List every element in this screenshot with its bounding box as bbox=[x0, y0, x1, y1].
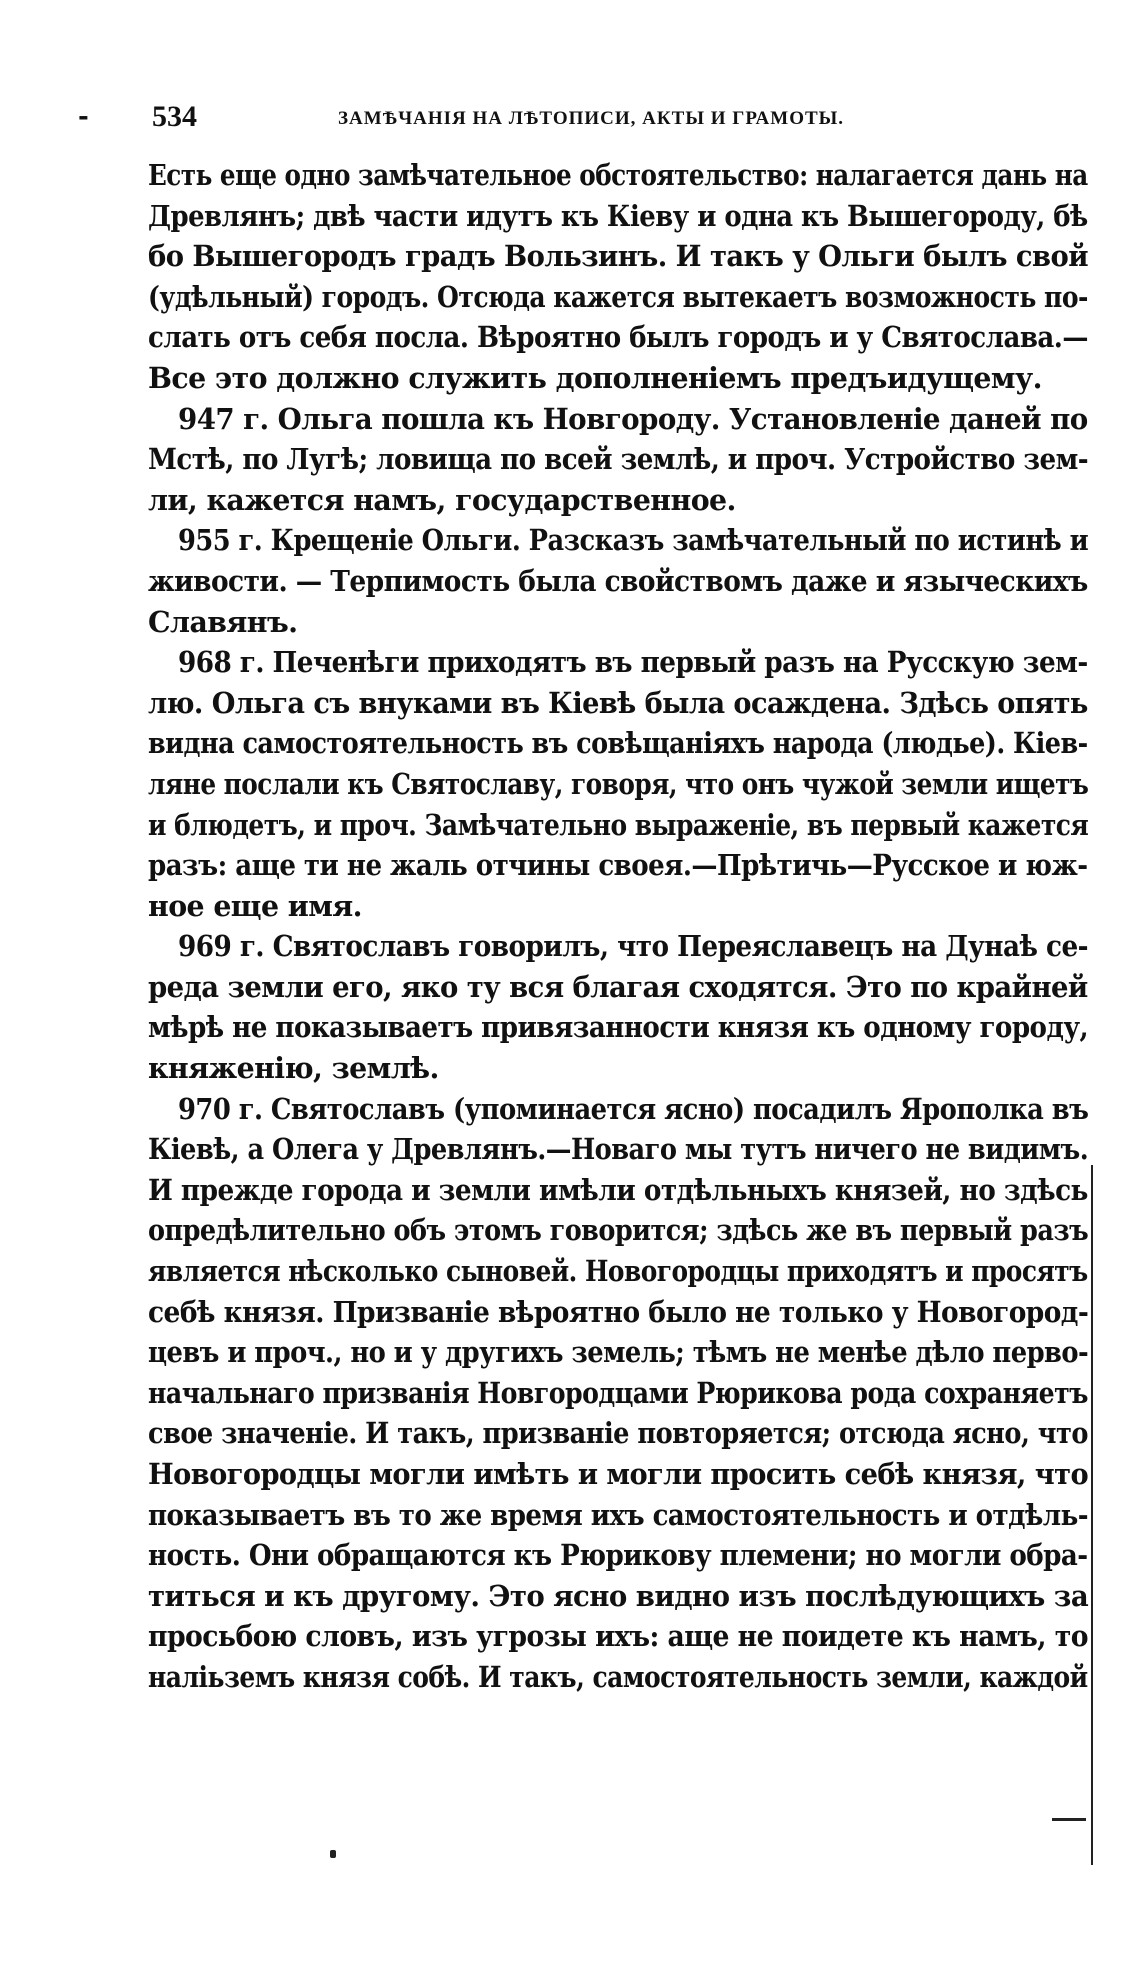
page-edge-rule bbox=[1091, 1165, 1093, 1865]
text-line: цевъ и проч., но и у другихъ земель; тѣмъ не менѣе дѣло перво- bbox=[148, 1335, 1089, 1370]
page-number: 534 bbox=[152, 100, 197, 133]
text-line: Все это должно служить дополненіемъ предъидущему. bbox=[148, 360, 1042, 395]
ink-speck bbox=[330, 1850, 336, 1858]
paragraph-start-969: 969 г. Святославъ говорилъ, что Переяславецъ на Дунаѣ се- bbox=[178, 929, 1089, 964]
text-line: ляне послали къ Святославу, говоря, что онъ чужой земли ищетъ bbox=[148, 766, 1089, 801]
page-header bbox=[148, 100, 988, 140]
text-line: свое значеніе. И такъ, призваніе повторяется; отсюда ясно, что bbox=[148, 1416, 1088, 1451]
text-line: начальнаго призванія Новгородцами Рюрикова рода сохраняетъ bbox=[148, 1375, 1089, 1410]
text-line: титься и къ другому. Это ясно видно изъ послѣдующихъ за bbox=[148, 1578, 1089, 1613]
text-line: наліьземъ князя собѣ. И такъ, самостоятельность земли, каждой bbox=[148, 1659, 1088, 1694]
running-title: ЗАМѢЧАНІЯ НА ЛѢТОПИСИ, АКТЫ И ГРАМОТЫ. bbox=[338, 108, 845, 129]
text-line: ное еще имя. bbox=[148, 888, 362, 923]
text-line: живости. — Терпимость была свойствомъ даже и языческихъ bbox=[148, 563, 1088, 598]
text-line: Новогородцы могли имѣть и могли просить себѣ князя, что bbox=[148, 1457, 1089, 1491]
text-line: бо Вышегородъ градъ Вользинъ. И такъ у Ольги былъ свой bbox=[148, 239, 1088, 274]
text-line: просьбою словъ, изъ угрозы ихъ: аще не поидете къ намъ, то bbox=[148, 1619, 1088, 1654]
text-line: и блюдетъ, и проч. Замѣчательно выраженіе, въ первый кажется bbox=[148, 807, 1089, 842]
text-line: слать отъ себя посла. Вѣроятно былъ городъ и у Святослава.— bbox=[148, 320, 1088, 355]
margin-mark: - bbox=[78, 102, 89, 132]
text-line: реда земли его, яко ту вся благая сходятся. Это по крайней bbox=[148, 969, 1088, 1004]
paragraph-start-968: 968 г. Печенѣги приходятъ въ первый разъ на Русскую зем- bbox=[178, 645, 1088, 680]
text-line: Есть еще одно замѣчательное обстоятельство: налагается дань на bbox=[148, 158, 1088, 192]
text-line: мѣрѣ не показываетъ привязанности князя къ одному городу, bbox=[148, 1010, 1089, 1045]
text-line: опредѣлительно объ этомъ говорится; здѣсь же въ первый разъ bbox=[148, 1213, 1089, 1248]
text-line: Древлянъ; двѣ части идутъ къ Кіеву и одна къ Вышегороду, бѣ bbox=[148, 198, 1088, 233]
text-line: себѣ князя. Призваніе вѣроятно было не только у Новогород- bbox=[148, 1294, 1089, 1329]
paragraph-start-970: 970 г. Святославъ (упоминается ясно) посадилъ Ярополка въ bbox=[178, 1091, 1089, 1126]
text-line: показываетъ въ то же время ихъ самостоятельность и отдѣль- bbox=[148, 1497, 1088, 1532]
paragraph-start-955: 955 г. Крещеніе Ольги. Разсказъ замѣчательный по истинѣ и bbox=[178, 523, 1089, 558]
text-line: лю. Ольга съ внуками въ Кіевѣ была осаждена. Здѣсь опять bbox=[148, 685, 1088, 720]
text-line: разъ: аще ти не жаль отчины своея.—Прѣтичь—Русское и юж- bbox=[148, 848, 1088, 883]
text-line: Славянъ. bbox=[148, 604, 298, 639]
edge-dash-mark bbox=[1052, 1818, 1086, 1821]
text-line: княженію, землѣ. bbox=[148, 1051, 439, 1086]
text-line: ность. Они обращаются къ Рюрикову племени; но могли обра- bbox=[148, 1538, 1088, 1573]
text-line: видна самостоятельность въ совѣщаніяхъ народа (людье). Кіев- bbox=[148, 726, 1088, 761]
text-line: Кіевѣ, а Олега у Древлянъ.—Новаго мы тутъ ничего не видимъ. bbox=[148, 1132, 1089, 1167]
text-line: является нѣсколько сыновей. Новогородцы приходятъ и просятъ bbox=[148, 1254, 1088, 1289]
text-line: Мстѣ, по Лугѣ; ловища по всей землѣ, и проч. Устройство зем- bbox=[148, 442, 1089, 477]
text-line: ли, кажется намъ, государственное. bbox=[148, 482, 736, 517]
paragraph-start-947: 947 г. Ольга пошла къ Новгороду. Установленіе даней по bbox=[178, 401, 1088, 436]
body-text bbox=[148, 155, 1108, 1698]
text-line: И прежде города и земли имѣли отдѣльныхъ князей, но здѣсь bbox=[148, 1172, 1088, 1207]
text-line: (удѣльный) городъ. Отсюда кажется вытекаетъ возможность по- bbox=[148, 279, 1088, 314]
